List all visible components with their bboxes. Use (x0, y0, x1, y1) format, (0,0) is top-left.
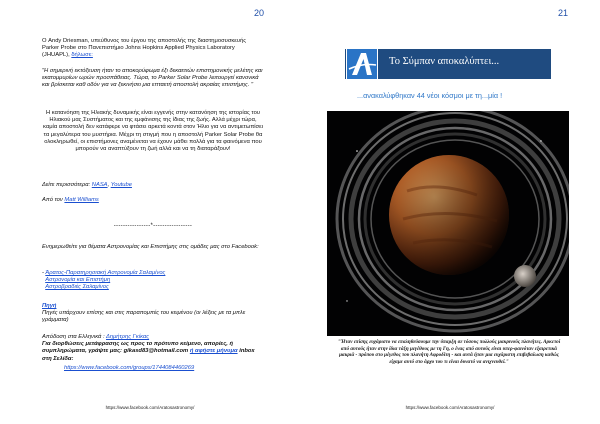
aratos-logo-icon (346, 48, 378, 80)
article-subtitle: ...ανακαλύφθηκαν 44 νέοι κόσμοι με τη...μία ! (357, 91, 503, 100)
intro-paragraph (42, 38, 264, 60)
divider: ----------------*----------------- (113, 223, 193, 229)
group-link-aratos[interactable]: Άρατος-Παρατηρησιακή Αστρονομία Σαλαμίνος (45, 270, 166, 276)
page-footer: https://www.facebook.com/Aratosastronomy/ (405, 405, 495, 410)
author-line (42, 197, 264, 204)
nasa-link[interactable]: NASA (91, 182, 108, 188)
intro-text: Ο Andy Driesman, υπεύθυνος του έργου της αποστολής της διαστημοσυσκευής Parker Probe στο Πανεπιστήμιο Johns Hopkins Applied Physics Laboratory (JHUAPL), (42, 38, 247, 59)
page-number: 21 (558, 8, 569, 18)
body-paragraph: Η κατανόηση της Ηλιακής δυναμικής είναι εγγενής στην κατανόηση της ιστορίας του Ηλιακού μας Συστήματος και της εμφάνισης της ίδιας της ζωής. Αλλά μέχρι τώρα, καμία αποστολή δεν κατάφερε να φτάσει αρκετά κοντά στον Ήλιο για να αντιμετωπίσει τα μεγαλύτερα του μυστήρια. Μέχρι τη στιγμή που η αποστολή Parker Solar Probe θα ολοκληρωθεί, οι επιστήμονες αναμένεται να έχουν μάθει πολλά για τα φαινόμενα που μπορούν να αναπτύξουν τη ζωή αλλά και να τη διαταράξουν! (43, 110, 263, 153)
see-more-line: Δείτε περισσότερα: NASA, Youtube (42, 182, 132, 188)
group-link-astronomy-science[interactable]: Αστρονομία και Επιστήμη (45, 277, 111, 284)
page-number: 20 (254, 8, 265, 18)
facebook-group-link[interactable]: https://www.facebook.com/groups/1744084460269 (64, 364, 195, 371)
author-link[interactable]: Matt Williams (64, 197, 99, 203)
intro-link[interactable]: δήλωσε: (71, 52, 93, 59)
from-label: Από τον (42, 197, 63, 203)
groups-text: Ενημερωθείτε για θέματα Αστρονομίας και Επιστήμης στις ομάδες μας στο Facebook: (42, 244, 259, 250)
source-link[interactable]: Πηγή (42, 303, 57, 309)
email-address: gikasd83@hotmail.com (123, 348, 189, 355)
image-caption: "Ήταν επίσης ευχάριστο να επαληθεύσουμε την ύπαρξη σε τόσους πολλούς μακρινούς πλανήτες. Αρκετοί από αυτούς ήταν στην ίδια τάξη μεγέθους με τη Γη, ο ένας από αυτούς είναι υπερ-φαινόταν εξαιρετικά μακριά - πρόπου στο μέγεθος του πλανήτη Αφροδίτη - και αυτά ήταν μια ευχάριστη επιβεβαίωση καθώς είχαμε αυτό στο άρχο του τι είναι δυνατό να ανιχνευθεί." (337, 339, 561, 366)
see-more-label: Δείτε περισσότερα: (42, 182, 91, 188)
translator-link[interactable]: Δημήτρης Γκίκας (105, 334, 150, 340)
source-note: Πηγές υπάρχουν επίσης και στις παραπομπές του κειμένου (οι λέξεις με τα μπλε γράμματα) (42, 310, 246, 324)
source-block (42, 303, 264, 325)
inbox-text: inbox στη Σελίδα: (42, 348, 255, 362)
page-footer: https://www.facebook.com/Aratosastronomy/ (105, 405, 195, 410)
groups-list: - Άρατος-Παρατηρησιακή Αστρονομία Σαλαμίνος Αστρονομία και Επιστήμη Αστροβραδιές Σαλαμίνος (42, 270, 166, 291)
youtube-link[interactable]: Youtube (110, 182, 132, 188)
translation-label: Απόδοση στα Ελληνικά : (42, 334, 105, 340)
group-link-astrovradies[interactable]: Αστροβραδιές Σαλαμίνος (45, 284, 109, 291)
quote: "Η σημερινή εκτόξευση ήταν το αποκορύφωμα έξι δεκαετιών επιστημονικής μελέτης και εκατομμυρίων ωρών προσπάθειας. Τώρα, το Parker Solar Probe λειτουργεί κανονικά και βρίσκεται καθ οδόν για να ξεκινήσει μια επταετή αποστολή ακραίας επιστήμης. " (42, 68, 263, 89)
inbox-link[interactable]: ή αφήστε μήνυμα (189, 348, 238, 355)
planet-illustration-image (327, 111, 569, 336)
corrections-text: Για διορθώσεις μετάφρασης ως προς το πρότυπο κείμενο, απορίες, ή συμπληρώματα, γράψτε μας: (42, 341, 234, 355)
banner-title: Το Σύμπαν αποκαλύπτει... (389, 56, 500, 67)
translation-block (42, 334, 264, 372)
